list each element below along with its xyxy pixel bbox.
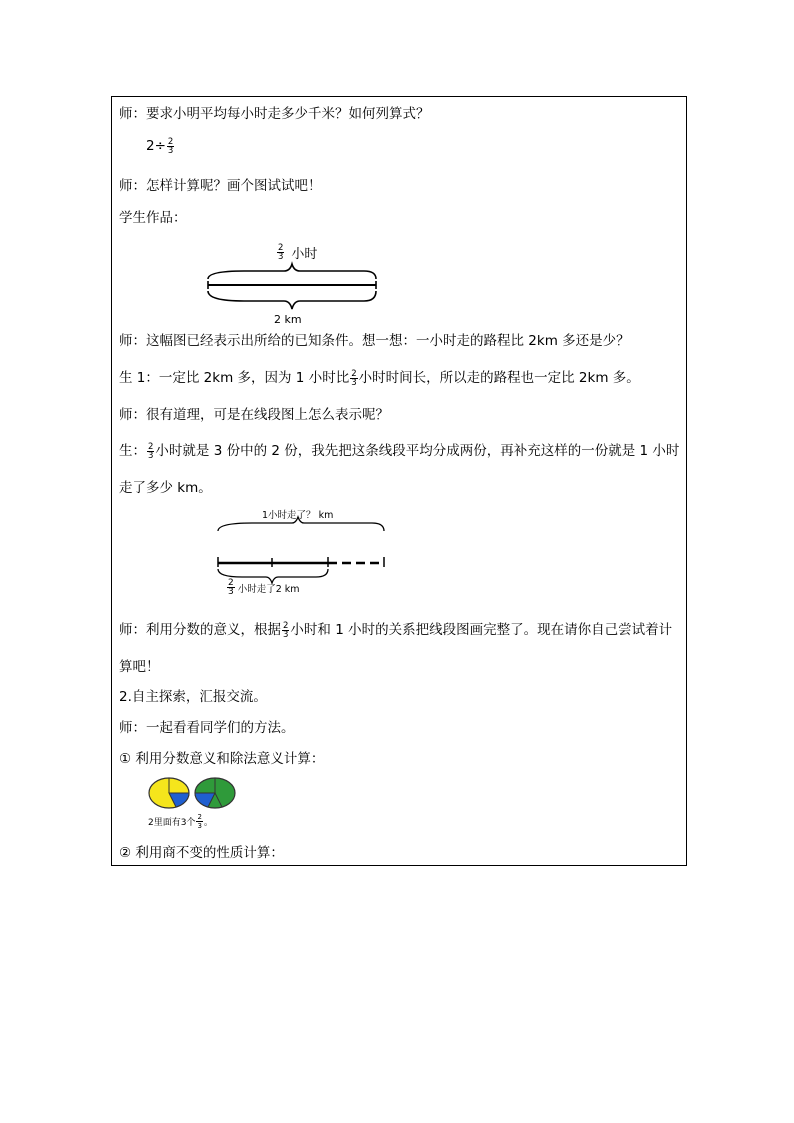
completed-segment-diagram bbox=[212, 501, 392, 605]
lesson-table-cell bbox=[111, 96, 687, 866]
method-2-label: ② 利用商不变的性质计算： bbox=[119, 845, 284, 861]
fraction-numerator: 2 bbox=[283, 620, 289, 631]
fraction-denominator: 3 bbox=[148, 450, 154, 461]
fraction-numerator: 2 bbox=[278, 243, 284, 253]
student-answer-continued: 走了多少 km。 bbox=[119, 480, 212, 496]
caption-part-a: 2里面有3个 bbox=[148, 818, 196, 828]
teacher-summary-continued: 算吧！ bbox=[119, 659, 160, 675]
diagram2-top-label: 1小时走了？ km bbox=[262, 510, 334, 521]
answer-part-a: 生 1：一定比 2km 多，因为 1 小时比 bbox=[119, 370, 350, 386]
fraction-denominator: 3 bbox=[283, 629, 289, 640]
section-heading: 2.自主探索，汇报交流。 bbox=[119, 689, 267, 705]
fraction-numerator: 2 bbox=[148, 441, 154, 452]
student-work-label: 学生作品： bbox=[119, 210, 187, 226]
answer-prefix: 生： bbox=[119, 443, 146, 459]
diagram2-bottom-text: 小时走了2 km bbox=[237, 583, 300, 595]
caption-part-b: 。 bbox=[203, 818, 213, 828]
green-circle bbox=[195, 778, 235, 808]
fraction-denominator: 3 bbox=[278, 252, 284, 262]
answer-fraction bbox=[147, 443, 154, 460]
teacher-summary bbox=[119, 621, 672, 639]
expr-fraction bbox=[167, 138, 174, 155]
teacher-prompt-5: 师：一起看看同学们的方法。 bbox=[119, 720, 295, 736]
method-1-label: ① 利用分数意义和除法意义计算： bbox=[119, 751, 325, 767]
diagram1-fraction bbox=[277, 244, 284, 261]
answer-fraction bbox=[350, 370, 357, 387]
answer-part-b: 小时时间长，所以走的路程也一定比 2km 多。 bbox=[358, 370, 640, 386]
teacher-question-1: 师：要求小明平均每小时走多少千米？如何列算式？ bbox=[119, 106, 430, 122]
fraction-denominator: 3 bbox=[351, 377, 357, 388]
summary-fraction bbox=[282, 622, 289, 639]
student-segment-diagram bbox=[204, 243, 384, 331]
fraction-denominator: 3 bbox=[167, 145, 174, 156]
fraction-numerator: 2 bbox=[228, 578, 234, 588]
caption-fraction bbox=[196, 813, 202, 830]
diagram2-bottom-label bbox=[226, 579, 300, 596]
fraction-numerator: 2 bbox=[197, 813, 202, 821]
fraction-circles bbox=[148, 775, 268, 811]
answer-text: 小时就是 3 份中的 2 份，我先把这条线段平均分成两份，再补充这样的一份就是 1 小时 bbox=[155, 443, 680, 459]
summary-part-b: 小时和 1 小时的关系把线段图画完整了。现在请你自己尝试着计 bbox=[290, 622, 673, 638]
fraction-circles-figure bbox=[148, 775, 268, 831]
diagram2-fraction bbox=[227, 579, 235, 596]
division-expression bbox=[146, 137, 175, 155]
expr-prefix: 2÷ bbox=[146, 138, 166, 154]
teacher-question-2: 师：怎样计算呢？画个图试试吧！ bbox=[119, 178, 322, 194]
fraction-numerator: 2 bbox=[351, 368, 357, 379]
student1-answer bbox=[119, 369, 640, 387]
fraction-denominator: 3 bbox=[197, 822, 202, 830]
diagram1-top-label bbox=[276, 243, 317, 262]
student-answer bbox=[119, 442, 679, 460]
diagram1-bottom-label: 2 km bbox=[274, 313, 302, 326]
teacher-prompt-4: 师：很有道理，可是在线段图上怎么表示呢？ bbox=[119, 407, 389, 423]
summary-part-a: 师：利用分数的意义，根据 bbox=[119, 622, 281, 638]
fraction-denominator: 3 bbox=[228, 587, 234, 597]
diagram1-top-text: 小时 bbox=[291, 247, 318, 262]
circles-caption bbox=[148, 813, 213, 830]
yellow-circle bbox=[149, 778, 189, 808]
fraction-numerator: 2 bbox=[167, 136, 174, 147]
teacher-prompt-3: 师：这幅图已经表示出所给的已知条件。想一想：一小时走的路程比 2km 多还是少？ bbox=[119, 333, 630, 349]
